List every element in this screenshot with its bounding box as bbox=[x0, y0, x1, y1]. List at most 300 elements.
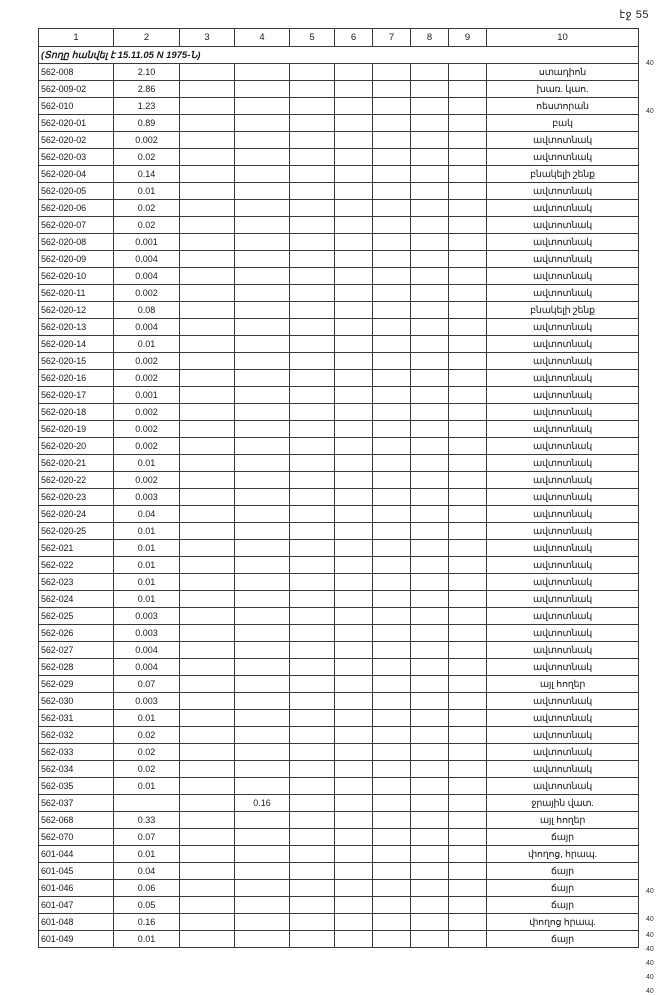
table-row bbox=[39, 676, 639, 693]
cell-description: ավտոտնակ bbox=[487, 642, 639, 659]
cell-description: փողոց հրապ. bbox=[487, 914, 639, 931]
cell-col-8 bbox=[411, 710, 449, 727]
cell-col-5 bbox=[290, 149, 335, 166]
cell-col-8 bbox=[411, 727, 449, 744]
column-header-7: 7 bbox=[373, 29, 411, 47]
cell-code: 601-046 bbox=[39, 880, 114, 897]
cell-description: ճայր bbox=[487, 897, 639, 914]
cell-col-4 bbox=[235, 302, 290, 319]
cell-area-value: 0.004 bbox=[114, 251, 180, 268]
cell-col-4 bbox=[235, 64, 290, 81]
cell-code: 562-033 bbox=[39, 744, 114, 761]
cell-description: ավտոտնակ bbox=[487, 132, 639, 149]
cell-code: 562-020-07 bbox=[39, 217, 114, 234]
cell-description: ավտոտնակ bbox=[487, 370, 639, 387]
cell-code: 562-031 bbox=[39, 710, 114, 727]
cell-col-6 bbox=[335, 625, 373, 642]
cell-col-9 bbox=[449, 302, 487, 319]
cell-col-8 bbox=[411, 115, 449, 132]
cell-col-4 bbox=[235, 761, 290, 778]
cell-col-9 bbox=[449, 149, 487, 166]
cell-col-4 bbox=[235, 506, 290, 523]
cell-col-8 bbox=[411, 438, 449, 455]
cell-col-7 bbox=[373, 846, 411, 863]
cell-description: այլ հողեր bbox=[487, 812, 639, 829]
cell-col-6 bbox=[335, 98, 373, 115]
cell-col-7 bbox=[373, 285, 411, 302]
cell-col-3 bbox=[180, 608, 235, 625]
cell-col-6 bbox=[335, 421, 373, 438]
cell-code: 562-008 bbox=[39, 64, 114, 81]
cell-col-3 bbox=[180, 914, 235, 931]
margin-mark: 40 bbox=[646, 108, 654, 115]
cell-col-6 bbox=[335, 744, 373, 761]
cell-col-9 bbox=[449, 931, 487, 948]
cell-col-5 bbox=[290, 727, 335, 744]
cell-col-6 bbox=[335, 370, 373, 387]
cell-col-4: 0.16 bbox=[235, 795, 290, 812]
cell-col-3 bbox=[180, 489, 235, 506]
cell-col-6 bbox=[335, 115, 373, 132]
cell-col-8 bbox=[411, 64, 449, 81]
cell-col-7 bbox=[373, 217, 411, 234]
cell-col-3 bbox=[180, 727, 235, 744]
cell-col-8 bbox=[411, 659, 449, 676]
cell-code: 562-021 bbox=[39, 540, 114, 557]
cell-col-6 bbox=[335, 863, 373, 880]
cell-col-9 bbox=[449, 642, 487, 659]
cell-col-8 bbox=[411, 251, 449, 268]
cell-col-7 bbox=[373, 115, 411, 132]
page-number-label: էջ 55 bbox=[619, 9, 649, 21]
cell-area-value: 0.003 bbox=[114, 693, 180, 710]
cell-code: 562-020-14 bbox=[39, 336, 114, 353]
table-row bbox=[39, 829, 639, 846]
cell-col-6 bbox=[335, 914, 373, 931]
cell-col-7 bbox=[373, 81, 411, 98]
cell-description: ճայր bbox=[487, 931, 639, 948]
cell-col-6 bbox=[335, 659, 373, 676]
cell-col-4 bbox=[235, 336, 290, 353]
table-row bbox=[39, 421, 639, 438]
cell-code: 562-024 bbox=[39, 591, 114, 608]
cell-col-3 bbox=[180, 812, 235, 829]
cell-area-value: 0.002 bbox=[114, 285, 180, 302]
margin-mark: 40 bbox=[646, 974, 654, 981]
cell-col-4 bbox=[235, 421, 290, 438]
cell-col-4 bbox=[235, 438, 290, 455]
column-header-10: 10 bbox=[487, 29, 639, 47]
cell-col-8 bbox=[411, 846, 449, 863]
table-row bbox=[39, 387, 639, 404]
cell-col-8 bbox=[411, 149, 449, 166]
cell-col-3 bbox=[180, 302, 235, 319]
cell-code: 562-068 bbox=[39, 812, 114, 829]
cell-col-3 bbox=[180, 625, 235, 642]
cell-area-value: 0.01 bbox=[114, 591, 180, 608]
cell-code: 562-020-17 bbox=[39, 387, 114, 404]
cell-col-8 bbox=[411, 387, 449, 404]
cell-description: այլ հողեր bbox=[487, 676, 639, 693]
cell-description: ստադիոն bbox=[487, 64, 639, 81]
cell-col-8 bbox=[411, 880, 449, 897]
cell-col-7 bbox=[373, 319, 411, 336]
cell-col-4 bbox=[235, 897, 290, 914]
cell-col-3 bbox=[180, 353, 235, 370]
cell-col-8 bbox=[411, 132, 449, 149]
cell-col-9 bbox=[449, 336, 487, 353]
cell-col-3 bbox=[180, 421, 235, 438]
cell-col-9 bbox=[449, 846, 487, 863]
cell-col-3 bbox=[180, 370, 235, 387]
cell-col-9 bbox=[449, 863, 487, 880]
cell-col-5 bbox=[290, 98, 335, 115]
cell-col-7 bbox=[373, 336, 411, 353]
cell-col-9 bbox=[449, 455, 487, 472]
cell-col-9 bbox=[449, 914, 487, 931]
cell-area-value: 0.07 bbox=[114, 676, 180, 693]
cell-col-4 bbox=[235, 557, 290, 574]
cell-col-4 bbox=[235, 132, 290, 149]
cell-col-3 bbox=[180, 98, 235, 115]
cell-col-8 bbox=[411, 404, 449, 421]
table-row bbox=[39, 523, 639, 540]
cell-col-5 bbox=[290, 829, 335, 846]
table-row bbox=[39, 115, 639, 132]
margin-mark: 40 bbox=[646, 60, 654, 67]
cell-col-7 bbox=[373, 98, 411, 115]
cell-col-7 bbox=[373, 370, 411, 387]
cell-col-4 bbox=[235, 659, 290, 676]
cell-area-value: 0.33 bbox=[114, 812, 180, 829]
cell-col-8 bbox=[411, 268, 449, 285]
cell-area-value: 1.23 bbox=[114, 98, 180, 115]
cell-area-value: 0.05 bbox=[114, 897, 180, 914]
cell-code: 562-020-12 bbox=[39, 302, 114, 319]
cell-col-5 bbox=[290, 200, 335, 217]
cell-col-4 bbox=[235, 880, 290, 897]
cell-col-9 bbox=[449, 557, 487, 574]
cell-col-4 bbox=[235, 370, 290, 387]
margin-mark: 40 bbox=[646, 888, 654, 895]
cell-col-7 bbox=[373, 608, 411, 625]
cell-col-7 bbox=[373, 795, 411, 812]
cell-col-7 bbox=[373, 863, 411, 880]
cell-description: ավտոտնակ bbox=[487, 625, 639, 642]
cell-description: ավտոտնակ bbox=[487, 693, 639, 710]
cell-col-8 bbox=[411, 455, 449, 472]
cell-col-8 bbox=[411, 81, 449, 98]
cell-code: 562-020-18 bbox=[39, 404, 114, 421]
cell-col-5 bbox=[290, 574, 335, 591]
cell-col-3 bbox=[180, 591, 235, 608]
cell-description: ավտոտնակ bbox=[487, 353, 639, 370]
column-header-6: 6 bbox=[335, 29, 373, 47]
cell-col-4 bbox=[235, 642, 290, 659]
cell-area-value: 0.04 bbox=[114, 506, 180, 523]
cell-description: ավտոտնակ bbox=[487, 523, 639, 540]
cell-col-6 bbox=[335, 676, 373, 693]
cell-col-6 bbox=[335, 149, 373, 166]
cell-col-3 bbox=[180, 897, 235, 914]
cell-code: 562-020-21 bbox=[39, 455, 114, 472]
column-header-3: 3 bbox=[180, 29, 235, 47]
cell-col-5 bbox=[290, 336, 335, 353]
cell-col-3 bbox=[180, 64, 235, 81]
table-row bbox=[39, 659, 639, 676]
cell-description: ավտոտնակ bbox=[487, 727, 639, 744]
cell-code: 562-020-08 bbox=[39, 234, 114, 251]
table-row bbox=[39, 540, 639, 557]
cell-col-6 bbox=[335, 727, 373, 744]
table-row bbox=[39, 302, 639, 319]
cell-description: ավտոտնակ bbox=[487, 591, 639, 608]
cell-area-value: 0.002 bbox=[114, 438, 180, 455]
cell-col-5 bbox=[290, 64, 335, 81]
cell-col-9 bbox=[449, 744, 487, 761]
cell-col-6 bbox=[335, 574, 373, 591]
cell-col-3 bbox=[180, 863, 235, 880]
cell-col-5 bbox=[290, 795, 335, 812]
cell-area-value: 0.01 bbox=[114, 540, 180, 557]
cell-col-5 bbox=[290, 846, 335, 863]
cell-col-9 bbox=[449, 574, 487, 591]
cell-col-5 bbox=[290, 761, 335, 778]
cell-col-9 bbox=[449, 693, 487, 710]
cell-col-3 bbox=[180, 506, 235, 523]
table-row bbox=[39, 200, 639, 217]
cell-col-7 bbox=[373, 574, 411, 591]
cell-col-9 bbox=[449, 880, 487, 897]
table-row bbox=[39, 931, 639, 948]
cell-area-value: 0.14 bbox=[114, 166, 180, 183]
cell-area-value: 0.01 bbox=[114, 523, 180, 540]
cell-col-3 bbox=[180, 710, 235, 727]
cell-col-4 bbox=[235, 693, 290, 710]
land-registry-table-wrapper bbox=[38, 28, 638, 948]
cell-code: 601-049 bbox=[39, 931, 114, 948]
cell-area-value: 0.08 bbox=[114, 302, 180, 319]
table-row bbox=[39, 489, 639, 506]
cell-area-value: 0.06 bbox=[114, 880, 180, 897]
cell-col-4 bbox=[235, 625, 290, 642]
cell-col-3 bbox=[180, 761, 235, 778]
cell-col-5 bbox=[290, 659, 335, 676]
cell-col-8 bbox=[411, 285, 449, 302]
cell-area-value: 0.002 bbox=[114, 421, 180, 438]
cell-col-9 bbox=[449, 506, 487, 523]
margin-mark: 40 bbox=[646, 916, 654, 923]
cell-col-4 bbox=[235, 319, 290, 336]
margin-mark: 40 bbox=[646, 960, 654, 967]
cell-area-value bbox=[114, 795, 180, 812]
cell-col-4 bbox=[235, 81, 290, 98]
cell-col-8 bbox=[411, 353, 449, 370]
cell-area-value: 0.07 bbox=[114, 829, 180, 846]
cell-col-8 bbox=[411, 489, 449, 506]
table-row bbox=[39, 608, 639, 625]
cell-col-9 bbox=[449, 251, 487, 268]
cell-area-value: 0.001 bbox=[114, 234, 180, 251]
cell-col-9 bbox=[449, 489, 487, 506]
cell-col-3 bbox=[180, 472, 235, 489]
cell-col-7 bbox=[373, 166, 411, 183]
cell-code: 562-020-25 bbox=[39, 523, 114, 540]
cell-col-5 bbox=[290, 319, 335, 336]
cell-col-4 bbox=[235, 98, 290, 115]
table-row bbox=[39, 778, 639, 795]
table-row bbox=[39, 81, 639, 98]
cell-col-7 bbox=[373, 268, 411, 285]
cell-description: ավտոտնակ bbox=[487, 183, 639, 200]
cell-col-4 bbox=[235, 353, 290, 370]
cell-col-6 bbox=[335, 217, 373, 234]
cell-description: ավտոտնակ bbox=[487, 251, 639, 268]
cell-code: 562-020-16 bbox=[39, 370, 114, 387]
cell-col-3 bbox=[180, 880, 235, 897]
cell-col-7 bbox=[373, 761, 411, 778]
cell-area-value: 0.002 bbox=[114, 404, 180, 421]
cell-col-5 bbox=[290, 268, 335, 285]
cell-col-9 bbox=[449, 608, 487, 625]
cell-col-6 bbox=[335, 931, 373, 948]
cell-col-6 bbox=[335, 438, 373, 455]
cell-col-5 bbox=[290, 710, 335, 727]
cell-col-4 bbox=[235, 387, 290, 404]
cell-area-value: 0.01 bbox=[114, 846, 180, 863]
cell-col-5 bbox=[290, 387, 335, 404]
cell-col-7 bbox=[373, 387, 411, 404]
cell-col-6 bbox=[335, 166, 373, 183]
cell-col-4 bbox=[235, 829, 290, 846]
cell-col-4 bbox=[235, 914, 290, 931]
cell-col-6 bbox=[335, 302, 373, 319]
cell-area-value: 0.02 bbox=[114, 761, 180, 778]
cell-code: 562-026 bbox=[39, 625, 114, 642]
cell-code: 562-070 bbox=[39, 829, 114, 846]
cell-col-9 bbox=[449, 421, 487, 438]
cell-col-7 bbox=[373, 829, 411, 846]
cell-col-3 bbox=[180, 676, 235, 693]
cell-description: ավտոտնակ bbox=[487, 336, 639, 353]
cell-col-9 bbox=[449, 166, 487, 183]
cell-col-7 bbox=[373, 506, 411, 523]
cell-col-8 bbox=[411, 625, 449, 642]
table-header-row bbox=[39, 29, 639, 47]
cell-col-8 bbox=[411, 676, 449, 693]
table-row bbox=[39, 268, 639, 285]
cell-col-6 bbox=[335, 455, 373, 472]
cell-col-8 bbox=[411, 795, 449, 812]
cell-col-7 bbox=[373, 914, 411, 931]
cell-col-3 bbox=[180, 166, 235, 183]
cell-col-3 bbox=[180, 217, 235, 234]
cell-col-9 bbox=[449, 829, 487, 846]
cell-col-9 bbox=[449, 727, 487, 744]
cell-col-4 bbox=[235, 472, 290, 489]
table-row bbox=[39, 64, 639, 81]
cell-col-8 bbox=[411, 608, 449, 625]
cell-col-9 bbox=[449, 438, 487, 455]
cell-area-value: 0.004 bbox=[114, 642, 180, 659]
cell-area-value: 0.002 bbox=[114, 132, 180, 149]
cell-col-4 bbox=[235, 523, 290, 540]
cell-col-7 bbox=[373, 897, 411, 914]
cell-col-6 bbox=[335, 608, 373, 625]
margin-mark: 40 bbox=[646, 932, 654, 939]
cell-description: ավտոտնակ bbox=[487, 472, 639, 489]
cell-col-5 bbox=[290, 608, 335, 625]
cell-col-8 bbox=[411, 574, 449, 591]
cell-col-9 bbox=[449, 472, 487, 489]
cell-col-8 bbox=[411, 761, 449, 778]
table-row bbox=[39, 761, 639, 778]
cell-description: ավտոտնակ bbox=[487, 217, 639, 234]
cell-area-value: 0.002 bbox=[114, 353, 180, 370]
cell-area-value: 0.01 bbox=[114, 336, 180, 353]
cell-col-6 bbox=[335, 642, 373, 659]
cell-col-3 bbox=[180, 693, 235, 710]
cell-col-8 bbox=[411, 183, 449, 200]
cell-area-value: 0.003 bbox=[114, 625, 180, 642]
cell-code: 562-020-09 bbox=[39, 251, 114, 268]
cell-col-8 bbox=[411, 693, 449, 710]
cell-area-value: 0.01 bbox=[114, 778, 180, 795]
cell-code: 562-020-15 bbox=[39, 353, 114, 370]
cell-col-9 bbox=[449, 64, 487, 81]
table-note-text: (Տողը հանվել է 15.11.05 N 1975-Ն) bbox=[39, 47, 639, 64]
cell-col-9 bbox=[449, 387, 487, 404]
cell-code: 562-037 bbox=[39, 795, 114, 812]
cell-code: 562-030 bbox=[39, 693, 114, 710]
cell-description: ավտոտնակ bbox=[487, 574, 639, 591]
table-row bbox=[39, 319, 639, 336]
table-row bbox=[39, 217, 639, 234]
cell-description: փողոց, հրապ. bbox=[487, 846, 639, 863]
cell-col-6 bbox=[335, 81, 373, 98]
cell-code: 562-020-13 bbox=[39, 319, 114, 336]
cell-code: 562-034 bbox=[39, 761, 114, 778]
cell-col-8 bbox=[411, 200, 449, 217]
cell-col-4 bbox=[235, 591, 290, 608]
cell-col-5 bbox=[290, 931, 335, 948]
cell-col-6 bbox=[335, 540, 373, 557]
cell-col-9 bbox=[449, 319, 487, 336]
table-row bbox=[39, 234, 639, 251]
table-row bbox=[39, 251, 639, 268]
cell-col-8 bbox=[411, 863, 449, 880]
cell-col-6 bbox=[335, 829, 373, 846]
cell-description: բնակելի շենք bbox=[487, 302, 639, 319]
margin-mark: 40 bbox=[646, 988, 654, 995]
cell-col-5 bbox=[290, 472, 335, 489]
cell-code: 601-047 bbox=[39, 897, 114, 914]
table-row bbox=[39, 846, 639, 863]
cell-col-4 bbox=[235, 812, 290, 829]
cell-col-9 bbox=[449, 897, 487, 914]
cell-code: 562-020-20 bbox=[39, 438, 114, 455]
cell-col-5 bbox=[290, 438, 335, 455]
cell-description: ավտոտնակ bbox=[487, 489, 639, 506]
cell-area-value: 2.86 bbox=[114, 81, 180, 98]
cell-col-9 bbox=[449, 353, 487, 370]
cell-code: 601-045 bbox=[39, 863, 114, 880]
cell-col-7 bbox=[373, 659, 411, 676]
table-row bbox=[39, 183, 639, 200]
cell-col-7 bbox=[373, 727, 411, 744]
cell-col-8 bbox=[411, 234, 449, 251]
cell-description: ավտոտնակ bbox=[487, 421, 639, 438]
